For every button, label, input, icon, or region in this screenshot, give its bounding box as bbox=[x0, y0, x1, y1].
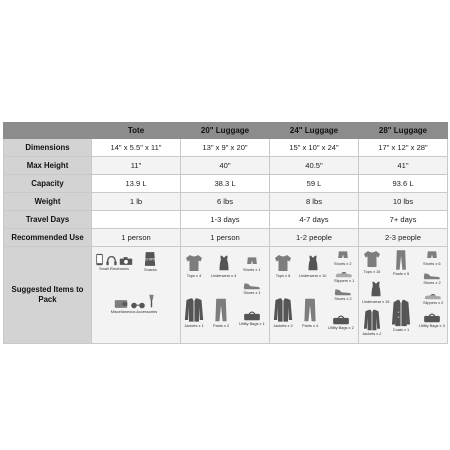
table-cell: 15" x 10" x 24" bbox=[270, 139, 359, 157]
chips-bag-icon bbox=[144, 251, 156, 267]
tank-top-icon bbox=[367, 279, 385, 299]
pack-item bbox=[243, 255, 261, 272]
pack-item bbox=[273, 297, 293, 328]
pack-item bbox=[423, 249, 441, 266]
tank-top-icon bbox=[215, 253, 233, 273]
row-label: Weight bbox=[4, 193, 92, 211]
item-caption: Jackets x 2 bbox=[362, 331, 382, 336]
pack-item bbox=[391, 299, 411, 332]
pack-item bbox=[184, 297, 204, 328]
row-dimensions bbox=[4, 139, 448, 157]
shirt-icon bbox=[362, 249, 382, 269]
utility-bag-icon bbox=[332, 315, 350, 325]
item-caption: Miscellaneous Accessories bbox=[110, 309, 158, 314]
item-caption: Shorts x 2 bbox=[334, 261, 352, 266]
pack-item bbox=[393, 249, 409, 276]
pack-item bbox=[302, 297, 318, 328]
item-caption: Shorts x 6 bbox=[423, 261, 441, 266]
pack-item bbox=[334, 287, 352, 301]
utility-bag-icon bbox=[243, 311, 261, 321]
pack-item bbox=[328, 315, 354, 330]
item-caption: Slippers x 2 bbox=[423, 300, 444, 305]
pack-item bbox=[184, 253, 204, 278]
luggage-comparison-table bbox=[3, 122, 448, 344]
table-cell: 40" bbox=[181, 157, 270, 175]
item-caption: Shoes x 1 bbox=[243, 290, 261, 295]
table-cell: 2-3 people bbox=[359, 229, 448, 247]
header-20-luggage: 20" Luggage bbox=[181, 123, 270, 139]
slipper-icon bbox=[335, 269, 353, 278]
item-caption: Slippers x 1 bbox=[334, 278, 355, 283]
item-caption: Shoes x 2 bbox=[423, 280, 441, 285]
suggested-items-label: Suggested Items to Pack bbox=[11, 285, 84, 304]
pack-item bbox=[419, 313, 445, 328]
luggage-20-items-cell bbox=[181, 247, 270, 344]
pack-item bbox=[362, 309, 381, 336]
shoe-icon bbox=[423, 271, 441, 280]
accessories-group bbox=[110, 293, 158, 314]
jacket-icon bbox=[184, 297, 204, 323]
pack-item bbox=[239, 311, 265, 326]
table-cell: 4-7 days bbox=[270, 211, 359, 229]
item-caption: Coats x 1 bbox=[392, 327, 410, 332]
item-caption: Snacks bbox=[144, 267, 157, 272]
table-cell bbox=[92, 211, 181, 229]
row-max-height bbox=[4, 157, 448, 175]
tote-items-cell bbox=[92, 247, 181, 344]
shirt-icon bbox=[184, 253, 204, 273]
item-caption: Utility Bags x 1 bbox=[239, 321, 265, 326]
wallet-icon bbox=[114, 299, 128, 309]
pack-item bbox=[423, 291, 443, 305]
pack-item bbox=[211, 253, 236, 278]
pack-item bbox=[243, 281, 261, 295]
pack-item bbox=[334, 269, 354, 283]
pants-icon bbox=[302, 297, 318, 323]
table-cell: 1 person bbox=[181, 229, 270, 247]
row-label: Travel Days bbox=[4, 211, 92, 229]
header-tote: Tote bbox=[92, 123, 181, 139]
shorts-icon bbox=[244, 255, 260, 267]
pack-item bbox=[334, 249, 352, 266]
item-caption: Underwear x 15 bbox=[362, 299, 390, 304]
item-caption: Pants x 5 bbox=[393, 271, 410, 276]
shoe-icon bbox=[334, 287, 352, 296]
pack-item bbox=[362, 279, 389, 304]
table-cell: 59 L bbox=[270, 175, 359, 193]
pack-item bbox=[423, 271, 441, 285]
pack-item bbox=[299, 253, 326, 278]
small-electronics-group bbox=[95, 253, 133, 271]
table-cell: 11" bbox=[92, 157, 181, 175]
pack-item bbox=[273, 253, 293, 278]
table-cell: 40.5" bbox=[270, 157, 359, 175]
table-cell: 10 lbs bbox=[359, 193, 448, 211]
item-caption: Small Electronics bbox=[99, 266, 129, 271]
table-cell: 1-2 people bbox=[270, 229, 359, 247]
item-caption: Utility Bags x 3 bbox=[419, 323, 445, 328]
row-suggested-items bbox=[4, 247, 448, 344]
pack-item bbox=[213, 297, 229, 328]
header-24-luggage: 24" Luggage bbox=[270, 123, 359, 139]
headphones-icon bbox=[105, 255, 118, 266]
brush-icon bbox=[148, 293, 155, 309]
item-caption: Tops x 15 bbox=[363, 269, 381, 274]
table-cell: 7+ days bbox=[359, 211, 448, 229]
pants-icon bbox=[394, 249, 408, 271]
luggage-28-items-cell bbox=[359, 247, 448, 344]
table-cell: 93.6 L bbox=[359, 175, 448, 193]
table-cell: 13" x 9" x 20" bbox=[181, 139, 270, 157]
item-caption: Underwear x 10 bbox=[299, 273, 327, 278]
header-row bbox=[4, 123, 448, 139]
item-caption: Pants x 4 bbox=[302, 323, 319, 328]
row-label: Capacity bbox=[4, 175, 92, 193]
row-capacity bbox=[4, 175, 448, 193]
row-label: Max Height bbox=[4, 157, 92, 175]
row-travel-days bbox=[4, 211, 448, 229]
table-cell: 1 lb bbox=[92, 193, 181, 211]
item-caption: Tops x 8 bbox=[275, 273, 291, 278]
item-caption: Utility Bags x 2 bbox=[328, 325, 354, 330]
table-cell: 1 person bbox=[92, 229, 181, 247]
slipper-icon bbox=[424, 291, 442, 300]
phone-icon bbox=[95, 253, 104, 266]
header-corner bbox=[4, 123, 92, 139]
shorts-icon bbox=[335, 249, 351, 261]
table-cell: 8 lbs bbox=[270, 193, 359, 211]
coat-icon bbox=[391, 299, 411, 327]
luggage-24-items-cell bbox=[270, 247, 359, 344]
item-caption: Pants x 2 bbox=[213, 323, 230, 328]
table-cell: 6 lbs bbox=[181, 193, 270, 211]
table-cell: 41" bbox=[359, 157, 448, 175]
item-caption: Underwear x 4 bbox=[211, 273, 237, 278]
row-label: Dimensions bbox=[4, 139, 92, 157]
camera-icon bbox=[119, 256, 133, 266]
item-caption: Tops x 4 bbox=[186, 273, 202, 278]
row-label: Recommended Use bbox=[4, 229, 92, 247]
item-caption: Shoes x 2 bbox=[334, 296, 352, 301]
utility-bag-icon bbox=[423, 313, 441, 323]
pack-item bbox=[362, 249, 382, 274]
item-caption: Jackets x 2 bbox=[273, 323, 293, 328]
table-cell: 1-3 days bbox=[181, 211, 270, 229]
header-28-luggage: 28" Luggage bbox=[359, 123, 448, 139]
item-caption: Shorts x 1 bbox=[243, 267, 261, 272]
shorts-icon bbox=[424, 249, 440, 261]
table-cell: 13.9 L bbox=[92, 175, 181, 193]
row-recommended-use bbox=[4, 229, 448, 247]
table-cell: 17" x 12" x 28" bbox=[359, 139, 448, 157]
jacket-icon bbox=[363, 309, 381, 331]
item-caption: Jackets x 1 bbox=[184, 323, 204, 328]
row-weight bbox=[4, 193, 448, 211]
sunglasses-icon bbox=[130, 302, 146, 309]
tank-top-icon bbox=[304, 253, 322, 273]
table-cell: 14" x 5.5" x 11" bbox=[92, 139, 181, 157]
pants-icon bbox=[213, 297, 229, 323]
shoe-icon bbox=[243, 281, 261, 290]
jacket-icon bbox=[273, 297, 293, 323]
shirt-icon bbox=[273, 253, 293, 273]
row-label bbox=[4, 247, 92, 344]
snacks-group bbox=[144, 251, 157, 272]
table-cell: 38.3 L bbox=[181, 175, 270, 193]
